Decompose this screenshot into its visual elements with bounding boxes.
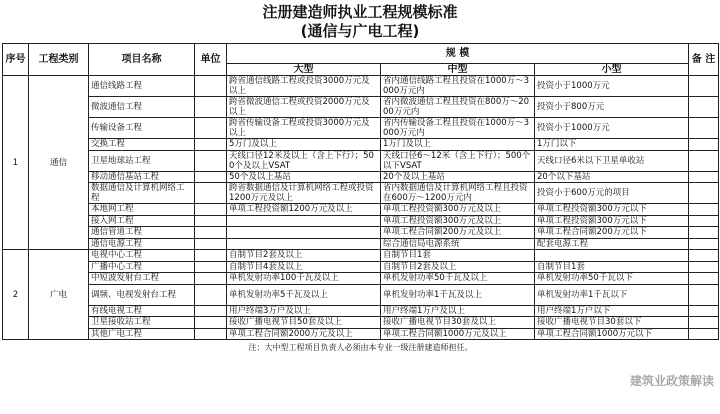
table-row: [3, 284, 719, 305]
header-large: 大型: [227, 64, 381, 76]
scale-small: 投资小于800万元: [535, 97, 689, 118]
scale-medium: 单机发射功率1千瓦及以上: [381, 284, 535, 305]
project-name: 其他广电工程: [89, 328, 195, 340]
scale-small: 1万门以下: [535, 139, 689, 151]
scale-small: 单项工程投资额300万元以下: [535, 215, 689, 227]
scale-small: 单项工程合同额200万元以下: [535, 227, 689, 239]
scale-medium: 天线口径6～12米（含上下行）；500个以下VSAT: [381, 150, 535, 171]
scale-small: 接收广播电视节目30套以下: [535, 317, 689, 329]
scale-medium: 单项工程投资额300万元及以上: [381, 215, 535, 227]
table-row: [3, 97, 719, 118]
table-row: [3, 118, 719, 139]
watermark: 建筑业政策解读: [629, 374, 714, 388]
scale-large: 接收广播电视节目50套及以上: [227, 317, 381, 329]
header-unit: 单位: [195, 44, 227, 76]
project-name: 卫星接收站工程: [89, 317, 195, 329]
scale-medium: 接收广播电视节目30套及以上: [381, 317, 535, 329]
group-category: 广电: [29, 250, 89, 340]
scale-large: 单项工程投资额1200万元及以上: [227, 204, 381, 216]
scale-large: 跨省数据通信及计算机网络工程或投资1200万元及以上: [227, 183, 381, 204]
scale-small: 单项工程合同额1000万元以下: [535, 328, 689, 340]
scale-small: 投资小于1000万元: [535, 118, 689, 139]
table-row: [3, 76, 719, 97]
header-category: 工程类别: [29, 44, 89, 76]
project-name: 调频、电视发射台工程: [89, 284, 195, 305]
scale-medium: 单机发射功率50千瓦及以上: [381, 273, 535, 285]
project-name: 微波通信工程: [89, 97, 195, 118]
group-category: 通信: [29, 76, 89, 250]
scale-small: 单项工程投资额300万元以下: [535, 204, 689, 216]
scale-medium: 单项工程投资额300万元及以上: [381, 204, 535, 216]
scale-small: 用户终端1万户以下: [535, 305, 689, 317]
table-row: [3, 139, 719, 151]
scale-large: 单项工程合同额2000万元及以上: [227, 328, 381, 340]
table-row: [3, 183, 719, 204]
scale-small: 自制节目1套: [535, 261, 689, 273]
scale-large: 跨省微波通信工程或投资2000万元及以上: [227, 97, 381, 118]
scale-large: 用户终端3万户及以上: [227, 305, 381, 317]
scale-large: 单机发射功率5千瓦及以上: [227, 284, 381, 305]
scale-small: 投资小于600万元的项目: [535, 183, 689, 204]
scale-large: 天线口径12米及以上（含上下行）；500个及以上VSAT: [227, 150, 381, 171]
scale-medium: 综合通信局电源系统: [381, 238, 535, 250]
scale-medium: 省内数据通信及计算机网络工程且投资在600万～1200万元内: [381, 183, 535, 204]
project-name: 中短波发射台工程: [89, 273, 195, 285]
table-row: [3, 305, 719, 317]
header-remarks: 备 注: [689, 44, 719, 76]
scale-medium: 省内通信线路工程且投资在1000万～3000万元内: [381, 76, 535, 97]
scale-medium: 省内微波通信工程且投资在800万～2000万元内: [381, 97, 535, 118]
project-name: 移动通信基站工程: [89, 171, 195, 183]
scale-small: 20个以下基站: [535, 171, 689, 183]
scale-medium: 1万门及以上: [381, 139, 535, 151]
scale-large: 50个及以上基站: [227, 171, 381, 183]
scale-large: [227, 238, 381, 250]
project-name: 传输设备工程: [89, 118, 195, 139]
group-seq: 1: [3, 76, 29, 250]
table-row: [3, 328, 719, 340]
scale-standard-table: [2, 43, 719, 357]
table-row: [3, 215, 719, 227]
scale-small: 投资小于1000万元: [535, 76, 689, 97]
header-project: 项目名称: [89, 44, 195, 76]
header-small: 小型: [535, 64, 689, 76]
group-seq: 2: [3, 250, 29, 340]
page-title: 注册建造师执业工程规模标准: [262, 3, 458, 21]
project-name: 有线电视工程: [89, 305, 195, 317]
scale-large: 5万门及以上: [227, 139, 381, 151]
project-name: 接入网工程: [89, 215, 195, 227]
project-name: 通信管道工程: [89, 227, 195, 239]
table-row: [3, 273, 719, 285]
header-seq: 序号: [3, 44, 29, 76]
project-name: 卫星地球站工程: [89, 150, 195, 171]
project-name: 通信电源工程: [89, 238, 195, 250]
scale-large: [227, 227, 381, 239]
project-name: 交换工程: [89, 139, 195, 151]
scale-large: 单机发射功率100千瓦及以上: [227, 273, 381, 285]
scale-large: 自制节目4套及以上: [227, 261, 381, 273]
scale-small: 单机发射功率50千瓦以下: [535, 273, 689, 285]
table-note: 注：大中型工程项目负责人必须由本专业一级注册建造师担任。: [248, 343, 473, 353]
project-name: 本地网工程: [89, 204, 195, 216]
scale-medium: 自制节目1套: [381, 250, 535, 262]
scale-large: 跨省传输设备工程或投资3000万元及以上: [227, 118, 381, 139]
page-subtitle: (通信与广电工程): [300, 22, 420, 40]
table-row: [3, 261, 719, 273]
scale-small: 配套电源工程: [535, 238, 689, 250]
scale-medium: 省内传输设备工程且投资在1000万～3000万元内: [381, 118, 535, 139]
scale-medium: 单项工程合同额200万元及以上: [381, 227, 535, 239]
project-name: 通信线路工程: [89, 76, 195, 97]
project-name: 广播中心工程: [89, 261, 195, 273]
header-medium: 中型: [381, 64, 535, 76]
scale-small: 单机发射功率1千瓦以下: [535, 284, 689, 305]
scale-medium: 用户终端1万户及以上: [381, 305, 535, 317]
header-scale: 规 模: [227, 44, 689, 64]
scale-large: [227, 215, 381, 227]
scale-small: 天线口径6米以下卫星单收站: [535, 150, 689, 171]
table-row: [3, 227, 719, 239]
table-row: [3, 171, 719, 183]
table-row: [3, 150, 719, 171]
table-row: [3, 204, 719, 216]
table-row: [3, 317, 719, 329]
scale-large: 自制节目2套及以上: [227, 250, 381, 262]
project-name: 数据通信及计算机网络工程: [89, 183, 195, 204]
scale-large: 跨省通信线路工程或投资3000万元及以上: [227, 76, 381, 97]
scale-small: [535, 250, 689, 262]
scale-medium: 20个及以上基站: [381, 171, 535, 183]
table-row: [3, 238, 719, 250]
table-row: [3, 250, 719, 262]
scale-medium: 自制节目2套及以上: [381, 261, 535, 273]
scale-medium: 单项工程合同额1000万元及以上: [381, 328, 535, 340]
project-name: 电视中心工程: [89, 250, 195, 262]
